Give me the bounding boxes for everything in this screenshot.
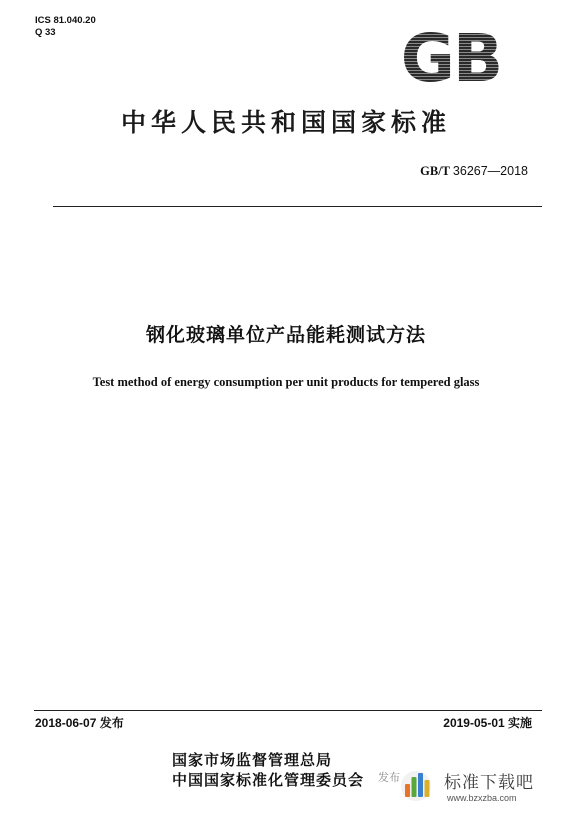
issuer-samr: 国家市场监督管理总局 (172, 751, 333, 769)
standard-prefix: GB/T (420, 164, 450, 178)
watermark-url: www.bzxzba.com (447, 793, 517, 803)
issue-date: 2018-06-07 发布 (35, 716, 124, 730)
svg-text:GB: GB (400, 28, 502, 85)
bottom-divider (34, 710, 542, 711)
watermark-name: 标准下载吧 (444, 773, 534, 793)
implementation-date: 2019-05-01 实施 (443, 716, 532, 730)
bar-chart-logo-icon (398, 766, 434, 802)
gb-logo (390, 28, 512, 85)
top-divider (53, 206, 542, 207)
ccs-code: Q 33 (35, 27, 56, 38)
national-standard-title: 中华人民共和国国家标准 (120, 108, 451, 137)
issue-mark: 发布 (378, 771, 400, 784)
standard-number-value: 36267—2018 (452, 164, 528, 178)
ics-code: ICS 81.040.20 (35, 15, 96, 26)
document-title-cn: 钢化玻璃单位产品能耗测试方法 (145, 324, 426, 346)
standard-number (420, 164, 528, 179)
document-title-en: Test method of energy consumption per unit products for tempered glass (92, 375, 480, 389)
issuer-sac: 中国国家标准化管理委员会 (172, 771, 365, 789)
